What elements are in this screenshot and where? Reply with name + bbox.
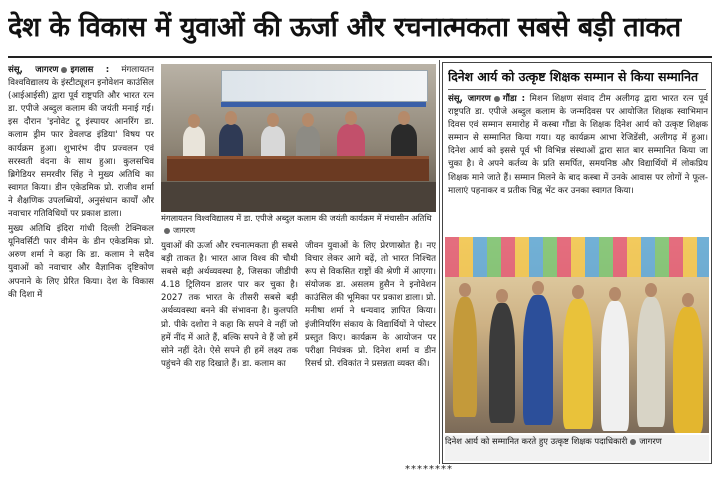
story2-body (448, 93, 708, 239)
attendee-head (459, 283, 471, 297)
balloon-decoration (445, 237, 709, 277)
guest-figure (183, 126, 205, 160)
story2-text: मिशन शिक्षण संवाद टीम अलीगढ़ द्वारा भारत रत्न पूर्व राष्ट्रपति डा. एपीजे अब्दुल कलाम के जन्मदिवस पर आयोजित शिक्षक स्वाभिमान दिवस एवं सम्मान समारोह में कस्बा गौंडा के शिक्षक दिनेश आर्य को उत्कृष्ट शिक्षक सम्मान से सम्मानित किया गया। यह कार्यक्रम आभा रेजिडेंसी, अलीगढ़ में हुआ। दिनेश आर्य को इससे पूर्व भी विभिन्न संस्थाओं द्वारा सात बार सम्मानित किया जा चुका है। वे अपने कर्तव्य के प्रति समर्पित, समयनिष्ठ और विद्यार्थियों में लोकप्रिय शिक्षक माने जाते हैं। सम्मान मिलने के बाद कस्बा में उनके आवास पर लोगों ने फूल-मालाएं पहनाकर व प्रतीक चिह्न भेंट कर उनका स्वागत किया। (448, 94, 708, 196)
story2-title-rule (448, 89, 706, 90)
photo2-caption-text: दिनेश आर्य को सम्मानित करते हुए उत्कृष्ट शिक्षक पदाधिकारी (445, 436, 628, 446)
guest-figure (391, 124, 417, 160)
guest-figure (261, 126, 285, 160)
footer-mark: ******** (405, 464, 453, 475)
guest-head (398, 111, 410, 125)
main-headline: देश के विकास में युवाओं की ऊर्जा और रचनात्मकता सबसे बड़ी ताकत (8, 12, 681, 43)
attendee-head (645, 283, 657, 297)
story1-column-2: युवाओं की ऊर्जा और रचनात्मकता ही सबसे बड़ी ताकत है। भारत आज विश्व की चौथी सबसे बड़ी अर्थव्यवस्था है, जिसका जीडीपी 4.18 ट्रिलियन डालर पार कर चुका है। 2027 तक भारत के तीसरी सबसे बड़ी अर्थव्यवस्था बनने की संभावना है। कुलपति प्रो. पीके दशोरा ने कहा कि सपने वे नहीं जो हमें नींद में आते हैं, बल्कि सपने वे हैं जो हमें सोने नहीं देते। ऐसे सपने ही हमें लक्ष्य तक पहुंचने की राह दिखाते हैं। डा. कलाम का (161, 241, 298, 369)
attendee-head (496, 289, 508, 303)
guest-head (225, 111, 237, 125)
photo2-credit: जागरण (639, 436, 662, 446)
story2-dateline: संसू, जागरण (448, 94, 491, 104)
story1-place: इगलास : (70, 65, 110, 75)
guest-head (345, 111, 357, 125)
story2-place: गौंडा : (502, 94, 526, 104)
story1-column-1 (8, 64, 154, 460)
guest-head (267, 113, 279, 127)
dateline-bullet-icon (61, 67, 67, 73)
awardee-figure (563, 299, 593, 429)
award-ceremony-photo (445, 237, 709, 433)
story1-paragraph-2: मुख्य अतिथि इंदिरा गांधी दिल्ली टेक्निकल यूनिवर्सिटी फार वीमेन के डीन एकेडमिक प्रो. अरुण शर्मा ने कहा कि डा. कलाम ने सदैव युवाओं को नवाचार और वैज्ञानिक दृष्टिकोण अपनाने के लिए प्रेरित किया। देश के विकास की दिशा में (8, 224, 154, 300)
stage-floor (161, 182, 436, 212)
photo1-caption (161, 212, 436, 236)
attendee-figure (453, 297, 477, 417)
story-teacher-award (442, 62, 712, 464)
story2-title: दिनेश आर्य को उत्कृष्ट शिक्षक सम्मान से किया सम्मानित (448, 69, 699, 84)
guest-figure (219, 124, 243, 160)
photo1-caption-text: मंगलायतन विश्वविद्यालय में डा. एपीजे अब्दुल कलाम की जयंती कार्यक्रम में मंचासीन अतिथि (161, 213, 432, 223)
stage-banner-strip (221, 102, 426, 107)
column-divider (439, 60, 440, 464)
attendee-figure (673, 307, 703, 433)
attendee-figure (601, 301, 629, 431)
photo1-credit: जागरण (173, 225, 196, 235)
story1-paragraph-1: मंगलायतन विश्वविद्यालय के इंस्टीट्यूशन इनोवेशन काउंसिल (आईआईसी) द्वारा पूर्व राष्ट्रपति और भारत रत्न डा. एपीजे अब्दुल कलाम की जयंती मनाई गई। इस दौरान 'इनोवेट टू इंस्पायर आनरिंग डा. कलाम ड्रीम फार डेवलप्ड इंडिया' विषय पर कार्यक्रम हुआ। शुभारंभ दीप प्रज्वलन एवं सरस्वती वंदना के साथ हुआ। कुलसचिव ब्रिगेडियर समरवीर सिंह ने मुख्य अतिथि का स्वागत किया। डीन एकेडमिक प्रो. राजीव शर्मा ने शैक्षणिक उपलब्धियों, अनुसंधान कार्यों और नवाचार गतिविधियों पर प्रकाश डाला। (8, 65, 154, 220)
attendee-figure (523, 295, 553, 425)
story1-column-3: जीवन युवाओं के लिए प्रेरणास्रोत है। नए विचार लेकर आगे बढ़ें, तो भारत निश्चित रूप से विकसित राष्ट्रों की श्रेणी में आएगा। संयोजक डा. असलम हुसैन ने इनोवेशन काउंसिल की भूमिका पर प्रकाश डाला। प्रो. मनीषा शर्मा ने धन्यवाद ज्ञापित किया। इंजीनियरिंग संकाय के विद्यार्थियों ने पोस्टर प्रस्तुत किए। कार्यक्रम के आयोजन पर परीक्षा नियंत्रक प्रो. दिनेश शर्मा व डीन रिसर्च प्रो. रविकांत ने प्रसन्नता व्यक्त की। (305, 241, 436, 369)
stage-banner (221, 70, 428, 102)
attendee-head (532, 281, 544, 295)
guest-head (302, 113, 314, 127)
awardee-head (572, 285, 584, 299)
dateline-bullet-icon (494, 96, 500, 102)
guest-figure (296, 126, 320, 160)
attendee-head (609, 287, 621, 301)
story1-dateline: संसू, जागरण (8, 65, 59, 75)
attendee-head (682, 293, 694, 307)
attendee-figure (489, 303, 515, 423)
story-kalam-jayanti (8, 62, 436, 462)
attendee-figure (637, 297, 665, 427)
headline-rule (8, 56, 712, 58)
photo2-caption (445, 435, 709, 461)
event-stage-photo (161, 64, 436, 212)
caption-bullet-icon (630, 439, 636, 445)
guest-figure (337, 124, 365, 160)
caption-bullet-icon (164, 228, 170, 234)
guest-head (188, 114, 200, 128)
stage-table (167, 156, 429, 181)
